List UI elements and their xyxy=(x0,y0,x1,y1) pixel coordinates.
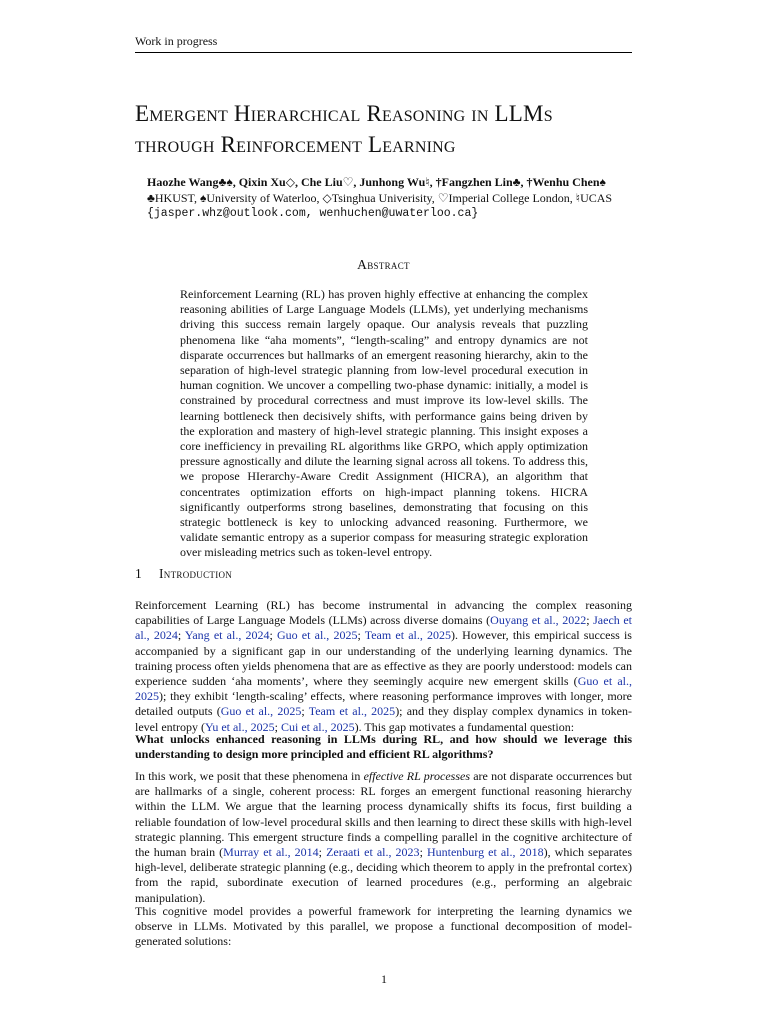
citation-link[interactable]: Jaech et al., 2024 xyxy=(135,613,633,643)
text-run: ; xyxy=(318,845,327,860)
citation-link[interactable]: Ouyang et al., 2022 xyxy=(490,613,587,628)
text-run: ); they exhibit ‘length-scaling’ effects, where reasoning performance improves with longer, more detailed outputs ( xyxy=(135,689,632,719)
text-run: ); and they display complex dynamics in token-level entropy ( xyxy=(135,704,632,734)
citation-link[interactable]: Team et al., 2025 xyxy=(364,628,452,643)
citation-link[interactable]: Zeraati et al., 2023 xyxy=(326,845,420,860)
running-header: Work in progress xyxy=(135,34,218,48)
text-run: Reinforcement Learning (RL) has become instrumental in advancing the complex reasoning capabilities of Large Language Models (LLMs) across diverse domains ( xyxy=(135,598,632,628)
header-rule xyxy=(135,52,632,53)
text-run: ; xyxy=(419,845,427,860)
text-run: ). However, this empirical success is accompanied by a significant gap in our understanding of the underlying learning dynamics. The training process often yields phenomena that are as effective as they are poorly understood: models can experience sudden ‘aha moments’, where they seemingly acquire new emergent skills ( xyxy=(135,628,632,689)
citation-link[interactable]: Guo et al., 2025 xyxy=(276,628,358,643)
text-run: ; xyxy=(586,613,594,628)
abstract-text: Reinforcement Learning (RL) has proven highly effective at enhancing the complex reasoning abilities of Large Language Models (LLMs), yet underlying mechanisms driving this success remain largely opaque. Our analysis reveals that puzzling phenomena like “aha moments”, “length-scaling” and entropy dynamics are not disparate occurrences but hallmarks of an emergent reasoning hierarchy, akin to the separation of high-level strategic planning from low-level procedural execution in human cognition. We uncover a compelling two-phase dynamic: initially, a model is constrained by procedural correctness and must improve its low-level skills. The learning bottleneck then decisively shifts, with performance gains being driven by the exploration and mastery of high-level strategic planning. This insight exposes a core inefficiency in prevailing RL algorithms like GRPO, which apply optimization pressure agnostically and dilute the learning signal across all tokens. To address this, we propose HIerarchy-Aware Credit Assignment (HICRA), an algorithm that concentrates optimization efforts on high-impact planning tokens. HICRA significantly outperforms strong baselines, demonstrating that focusing on this strategic bottleneck is key to unlocking advanced reasoning. Furthermore, we validate semantic entropy as a superior compass for measuring strategic exploration over misleading metrics such as token-level entropy. xyxy=(180,287,588,560)
intro-paragraph-1 xyxy=(135,598,632,735)
citation-link[interactable]: Guo et al., 2025 xyxy=(135,674,632,704)
citation-link[interactable]: Guo et al., 2025 xyxy=(220,704,302,719)
author-emails[interactable]: {jasper.whz@outlook.com, wenhuchen@uwaterloo.ca} xyxy=(147,207,479,220)
citation-link[interactable]: Cui et al., 2025 xyxy=(280,719,355,734)
text-run: In this work, we posit that these phenomena in xyxy=(135,769,364,783)
title-line-2: through Reinforcement Learning xyxy=(135,132,456,157)
text-run: ; xyxy=(269,628,277,643)
section-number: 1 xyxy=(135,566,143,581)
author-names: Haozhe Wang♣♠, Qixin Xu◇, Che Liu♡, Junhong Wu♮, †Fangzhen Lin♣, †Wenhu Chen♠ xyxy=(147,175,606,189)
intro-paragraph-3: This cognitive model provides a powerful framework for interpreting the learning dynamics we observe in LLMs. Motivated by this parallel, we propose a functional decomposition of model-generated solutions: xyxy=(135,904,632,949)
section-heading-introduction xyxy=(135,566,232,582)
text-run: ; xyxy=(274,719,281,734)
text-run: ; xyxy=(301,704,309,719)
citation-link[interactable]: Team et al., 2025 xyxy=(308,704,396,719)
section-title: Introduction xyxy=(159,566,233,581)
intro-paragraph-2 xyxy=(135,769,632,906)
citation-link[interactable]: Murray et al., 2014 xyxy=(223,845,319,860)
emphasis-text: effective RL processes xyxy=(363,769,470,783)
text-run: ). This gap motivates a fundamental question: xyxy=(354,719,575,734)
title-line-1: Emergent Hierarchical Reasoning in LLMs xyxy=(135,101,553,126)
research-question: What unlocks enhanced reasoning in LLMs during RL, and how should we leverage this understanding to design more principled and efficient RL algorithms? xyxy=(135,732,632,762)
page-number: 1 xyxy=(381,972,387,986)
text-run: ; xyxy=(177,628,185,643)
citation-link[interactable]: Yu et al., 2025 xyxy=(204,719,275,734)
abstract-heading: Abstract xyxy=(357,257,410,272)
author-affiliations: ♣HKUST, ♠University of Waterloo, ◇Tsinghua Univerisity, ♡Imperial College London, ♮UCAS xyxy=(147,190,613,205)
text-run: ; xyxy=(357,628,365,643)
text-run: are not disparate occurrences but are hallmarks of a single, coherent process: RL forges an emergent functional reasoning hierarchy within the LLM. We argue that the learning process dynamically shifts its focus, first building a reliable foundation of low-level procedural skills and then learning to direct these skills with high-level strategic planning. This emergent structure finds a compelling parallel in the cognitive architecture of the human brain ( xyxy=(135,769,633,860)
author-block xyxy=(147,175,647,222)
text-run: ), which separates high-level, deliberate strategic planning (e.g., deciding which theorem to apply in the prefrontal cortex) from the rapid, subordinate execution of learned procedures (e.g., performing an algebraic manipulation). xyxy=(135,845,633,905)
citation-link[interactable]: Huntenburg et al., 2018 xyxy=(426,845,544,860)
paper-title xyxy=(135,98,655,160)
citation-link[interactable]: Yang et al., 2024 xyxy=(184,628,270,643)
